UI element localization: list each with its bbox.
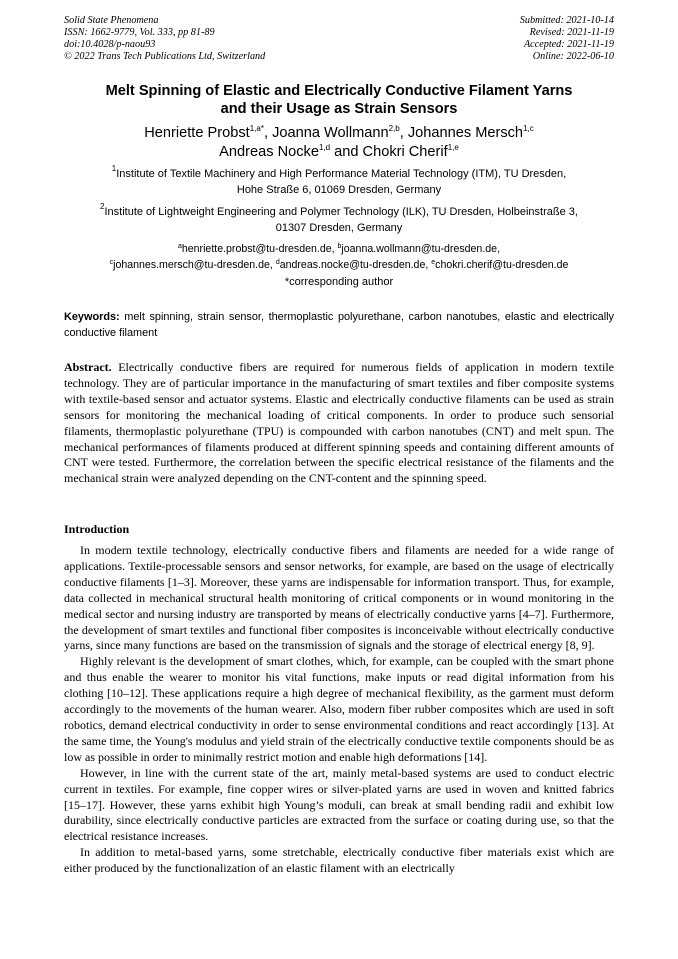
- introduction-body: [64, 543, 614, 877]
- author-emails: [40, 241, 638, 273]
- accepted-date: Accepted: 2021-11-19: [523, 39, 614, 50]
- email-separator: ,: [425, 259, 432, 271]
- header-publication-info: [64, 15, 265, 63]
- submitted-date: Submitted: 2021-10-14: [519, 15, 614, 26]
- affiliation-sup: 1: [111, 164, 117, 173]
- email-line-1: [40, 241, 638, 257]
- affiliation-address: Hohe Straße 6, 01069 Dresden, Germany: [236, 184, 442, 196]
- doi: doi:10.4028/p-naou93: [64, 39, 156, 50]
- keywords: [64, 309, 614, 341]
- author-name: Henriette Probst: [144, 125, 250, 141]
- title-line-2: and their Usage as Strain Sensors: [220, 101, 458, 117]
- email-sup: c: [109, 259, 114, 266]
- author-affil-sup: 2,b: [388, 124, 400, 133]
- affiliation-1: [60, 166, 618, 198]
- paragraph: Highly relevant is the development of smart clothes, which, for example, can be coupled with the smart phone and thus enable the wearer to monitor his vital functions, make inputs or read digital information from his clothing [10–12]. These applications require a high degree of mechanical flexibility, as the garment must deform accordingly to the movements of the human wearer. Also, modern fiber rubber composites which are used in soft robotics, demand electrical conductivity in order to sense environmental conditions and react accordingly [13]. At the same time, the Young's modulus and yield strain of the electrically conductive textile components should be as low as possible in order to minimally restrict motion and enable high deformations [14].: [64, 654, 614, 764]
- email-separator: ,: [331, 243, 338, 255]
- abstract-label: Abstract.: [64, 360, 112, 374]
- author-affil-sup: 1,c: [523, 124, 534, 133]
- author-line-2: [40, 143, 638, 162]
- corresponding-author-note: *corresponding author: [284, 276, 394, 288]
- abstract: [64, 360, 614, 487]
- email-separator: ,: [497, 243, 501, 255]
- author-separator: ,: [263, 125, 273, 141]
- paper-title: [40, 82, 638, 118]
- affiliation-address: 01307 Dresden, Germany: [275, 222, 403, 234]
- author-line-1: [40, 124, 638, 143]
- author-separator: and: [330, 144, 363, 160]
- email-sup: d: [275, 259, 280, 266]
- author-list: [40, 124, 638, 162]
- email-address: andreas.nocke@tu-dresden.de: [279, 259, 426, 271]
- email-address: chokri.cherif@tu-dresden.de: [435, 259, 569, 271]
- author-separator: ,: [399, 125, 408, 141]
- author-name: Johannes Mersch: [407, 125, 524, 141]
- online-date: Online: 2022-06-10: [532, 51, 614, 62]
- email-address: henriette.probst@tu-dresden.de: [181, 243, 332, 255]
- header-dates: [520, 15, 614, 63]
- email-separator: ,: [269, 259, 276, 271]
- abstract-text: Electrically conductive fibers are required for numerous fields of application in modern textile technology. They are of particular importance in the manufacturing of smart textiles and fiber composite systems with textile-based sensor and actuator systems. Elastic and electrically conductive filaments can be used as strain sensors for monitoring the mechanical loading of critical components. In order to produce such sensorial filaments, thermoplastic polyurethane (TPU) is compounded with carbon nanotubes (CNT) and melt spun. The mechanical performances of filaments produced at different spinning speeds and containing different amounts of CNT were tested. Furthermore, the correlation between the specific electrical resistance of the filaments and the mechanical strain were analyzed depending on the CNT-content and the spinning speed.: [64, 360, 614, 486]
- author-affil-sup: 1,e: [447, 143, 459, 152]
- copyright: © 2022 Trans Tech Publications Ltd, Switzerland: [64, 51, 266, 62]
- email-address: joanna.wollmann@tu-dresden.de: [341, 243, 498, 255]
- author-name: Chokri Cherif: [362, 144, 448, 160]
- author-affil-sup: 1,d: [318, 143, 331, 152]
- affiliation-sup: 2: [100, 202, 105, 211]
- section-heading-introduction: Introduction: [64, 522, 130, 536]
- title-line-1: Melt Spinning of Elastic and Electrically Conductive Filament Yarns: [105, 83, 573, 99]
- paragraph: In addition to metal-based yarns, some stretchable, electrically conductive fiber materials exist which are either produced by the functionalization of an elastic filament with an electrically: [64, 845, 614, 876]
- revised-date: Revised: 2021-11-19: [529, 27, 614, 38]
- author-affil-sup: 1,a*: [249, 124, 264, 133]
- keywords-label: Keywords:: [64, 311, 120, 323]
- journal-name: Solid State Phenomena: [64, 15, 159, 26]
- issn-volume: ISSN: 1662-9779, Vol. 333, pp 81-89: [64, 27, 215, 38]
- affiliation-2: [60, 204, 618, 236]
- paragraph: However, in line with the current state of the art, mainly metal-based systems are used to conduct electric current in textiles. For example, fine copper wires or silver-plated yarns are used in woven and knitted fabrics [15–17]. However, these yarns exhibit high Young’s moduli, can break at small bending radii and exhibit low durability, since electrically conductive particles are extracted from the surface or coating during use, so that the electrical resistance increases.: [64, 765, 614, 844]
- email-sup: e: [431, 259, 436, 266]
- email-sup: b: [337, 243, 342, 250]
- author-name: Andreas Nocke: [219, 144, 319, 160]
- email-address: johannes.mersch@tu-dresden.de: [113, 259, 270, 271]
- keywords-text: melt spinning, strain sensor, thermoplastic polyurethane, carbon nanotubes, elastic and electrically conductive filament: [64, 311, 614, 339]
- affiliation-line: Institute of Lightweight Engineering and Polymer Technology (ILK), TU Dresden, Holbeinstraße 3,: [104, 206, 578, 218]
- email-sup: a: [177, 243, 182, 250]
- affiliation-line: Institute of Textile Machinery and High Performance Material Technology (ITM), TU Dresden,: [116, 168, 567, 180]
- email-line-2: [40, 257, 638, 273]
- author-name: Joanna Wollmann: [272, 125, 389, 141]
- paragraph: In modern textile technology, electrically conductive fibers and filaments are needed for a wide range of applications. Textile-processable sensors and sensor networks, for example, are based on the usage of electrically conductive filaments [1–3]. Moreover, these yarns are indispensable for information transport. Thus, for example, data collected in mechanical structural health monitoring of critical components or in wound monitoring in the medical sector and nursing industry are transported by means of electrically conductive yarns [4–7]. Furthermore, the development of smart textiles and functional fiber composites is inconceivable without electrically conductive yarns, since many functions are based on the transmission of signals and the storage of electrical energy [8, 9].: [64, 543, 614, 653]
